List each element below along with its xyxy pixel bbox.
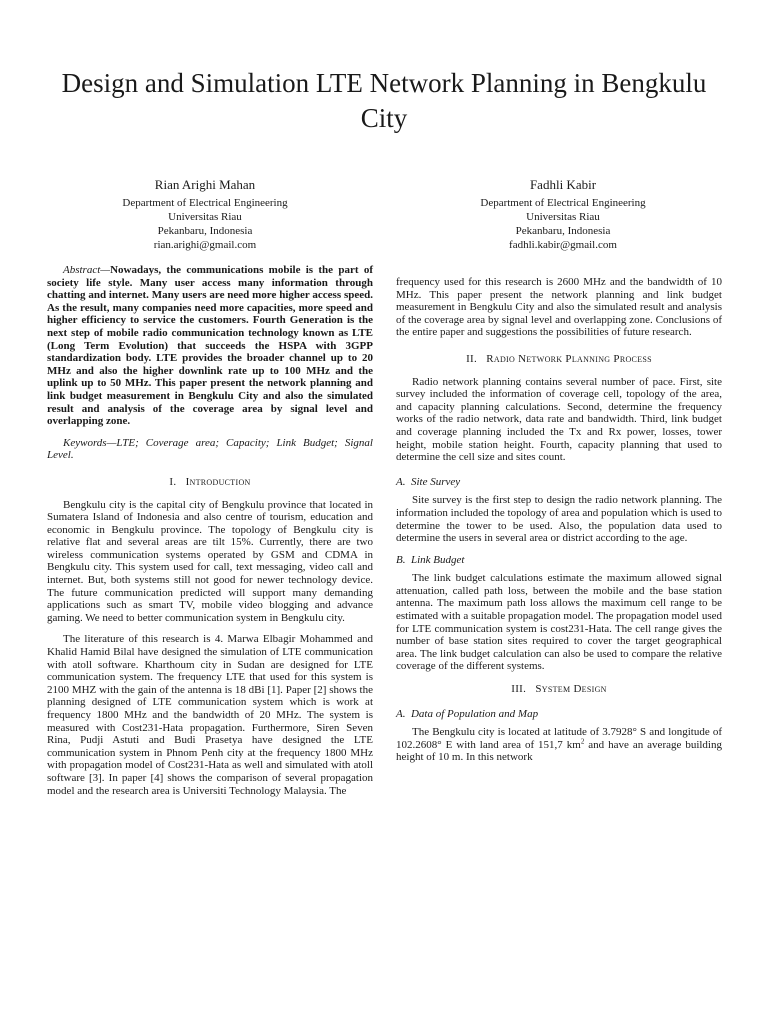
author-block-1 [40, 176, 370, 252]
superscript-2: 2 [580, 737, 585, 746]
subsection-label: B. [396, 553, 406, 566]
section-heading-radio-network-planning [396, 353, 722, 366]
author-email: fadhli.kabir@gmail.com [509, 239, 617, 251]
intro-paragraph-3: frequency used for this research is 2600 MHz and the bandwidth of 10 MHz. This paper present the network planning and link budget measurement in Bengkulu City and also the simulated result and analysis of the coverage area by signal level and overlapping zone. Conclusions of the entire paper and suggestions the possibilities of future research. [396, 276, 722, 339]
section-number: I. [169, 475, 177, 488]
author-city: Pekanbaru, Indonesia [157, 225, 253, 237]
author-university: Universitas Riau [168, 211, 242, 223]
subsection-title: Link Budget [410, 553, 465, 566]
subsection-heading-link-budget [396, 554, 722, 567]
abstract-label: Abstract— [63, 264, 111, 276]
population-map-paragraph [396, 726, 722, 764]
paper-title: Design and Simulation LTE Network Planning in Bengkulu City [61, 68, 707, 133]
author-city: Pekanbaru, Indonesia [515, 225, 611, 237]
section-number: III. [511, 683, 527, 696]
left-column [47, 264, 373, 806]
section-title: Introduction [185, 475, 251, 488]
section-number: II. [466, 352, 478, 365]
section-title: Radio Network Planning Process [486, 352, 652, 365]
keywords: Keywords—LTE; Coverage area; Capacity; Link Budget; Signal Level. [47, 436, 373, 462]
author-university: Universitas Riau [526, 211, 600, 223]
subsection-heading-population-map [396, 708, 722, 721]
abstract-text: Nowadays, the communications mobile is the part of society life style. Many user access many information through chatting and internet. Many users are need more higher access speed. As the result, many companies need more capacities, more speed and higher efficiency to service the customers. Fourth Generation is the next step of mobile radio communication technology known as LTE (Long Term Evolution) that succeeds the HSPA with 3GPP standardization body. LTE provides the broader channel up to 20 MHz and also the higher downlink rate up to 100 MHz and the uplink up to 50 MHz. This paper present the network planning and link budget measurement in Bengkulu City and also the simulated result and analysis of the coverage area by signal level and overlapping zone. [47, 264, 373, 428]
intro-paragraph-1: Bengkulu city is the capital city of Bengkulu province that located in Sumatera Island of Indonesia and also centre of tourism, education and economic in Bengkulu province. The topology of Bengkulu city is relative flat and several areas are tilt 15%. Currently, there are two wireless communication systems operated by GSM and CDMA in Bengkulu city. This system used for call, text messaging, video call and internet. But, both systems still not good for newer technology device. The future communication predicted will support many demanding applications such as smart TV, mobile video blogging and advance gaming. We need to better communication system in Bengkulu city. [47, 498, 373, 624]
site-survey-paragraph: Site survey is the first step to design the radio network planning. The information included the topology of area and population which is used to determine the tower to be used. Also, the population data used to determine the users in several area or district according to the age. [396, 494, 722, 545]
population-text-start: The Bengkulu city is located at latitude of 3.7928° S and longitude of 102.2608° E with land area of 151,7 km [396, 726, 722, 751]
right-column [396, 276, 722, 773]
section-heading-introduction [47, 476, 373, 489]
author-name: Rian Arighi Mahan [154, 177, 256, 192]
subsection-heading-site-survey [396, 476, 722, 489]
author-block-2 [398, 176, 728, 252]
author-email: rian.arighi@gmail.com [153, 239, 257, 251]
subsection-label: A. [396, 707, 406, 720]
author-name: Fadhli Kabir [529, 177, 597, 192]
subsection-label: A. [396, 475, 406, 488]
subsection-title: Site Survey [410, 475, 461, 488]
section-title: System Design [535, 683, 607, 696]
population-text-end: and have an average building height of 10 m. In this network [396, 738, 722, 764]
link-budget-paragraph: The link budget calculations estimate the maximum allowed signal attenuation, called path loss, between the mobile and the base station antenna. The maximum path loss allows the maximum cell range to be estimated with a suitable propagation model. The propagation model used for LTE communication system is cost231-Hata. The cell range gives the number of base station sites required to cover the target geographical area. The link budget calculation can also be used to compare the relative coverage of the different systems. [396, 572, 722, 673]
section-heading-system-design [396, 683, 722, 696]
subsection-title: Data of Population and Map [410, 707, 539, 720]
author-department: Department of Electrical Engineering [122, 197, 288, 209]
author-department: Department of Electrical Engineering [480, 197, 646, 209]
intro-paragraph-2: The literature of this research is 4. Marwa Elbagir Mohammed and Khalid Hamid Bilal have designed the simulation of LTE communication with atoll software. Kharthoum city in Sudan are designed for LTE communication system. The frequency LTE that used for this system is 2100 MHZ with the gain of the antenna is 18 dBi [1]. Paper [2] shows the planning designed of LTE communication system which is work at frequency 1800 MHz and the bandwidth of 20 MHz. The system is measured with Cost231-Hata propagation. Furthermore, Siren Seven Rina, Pudji Astuti and Budi Prasetya have designed the LTE communication system in Phnom Penh city at the frequency 1800 MHz with propagation model of Cost231-Hata as well and simulated with atoll software [3]. In paper [4] shows the comparison of several propagation model and the research area is Universiti Technology Malaysia. The [47, 633, 373, 797]
abstract [47, 264, 373, 428]
rnp-paragraph-1: Radio network planning contains several number of pace. First, site survey included the information of coverage cell, topology of the area, and capacity planning calculations. Second, determine the frequency works of the radio network, data rate and bandwidth. Third, link budget and coverage planning included the Tx and Rx power, losses, tower height, mobile station height. Fourth, capacity planning that used to determine the cell size and sites count. [396, 375, 722, 464]
